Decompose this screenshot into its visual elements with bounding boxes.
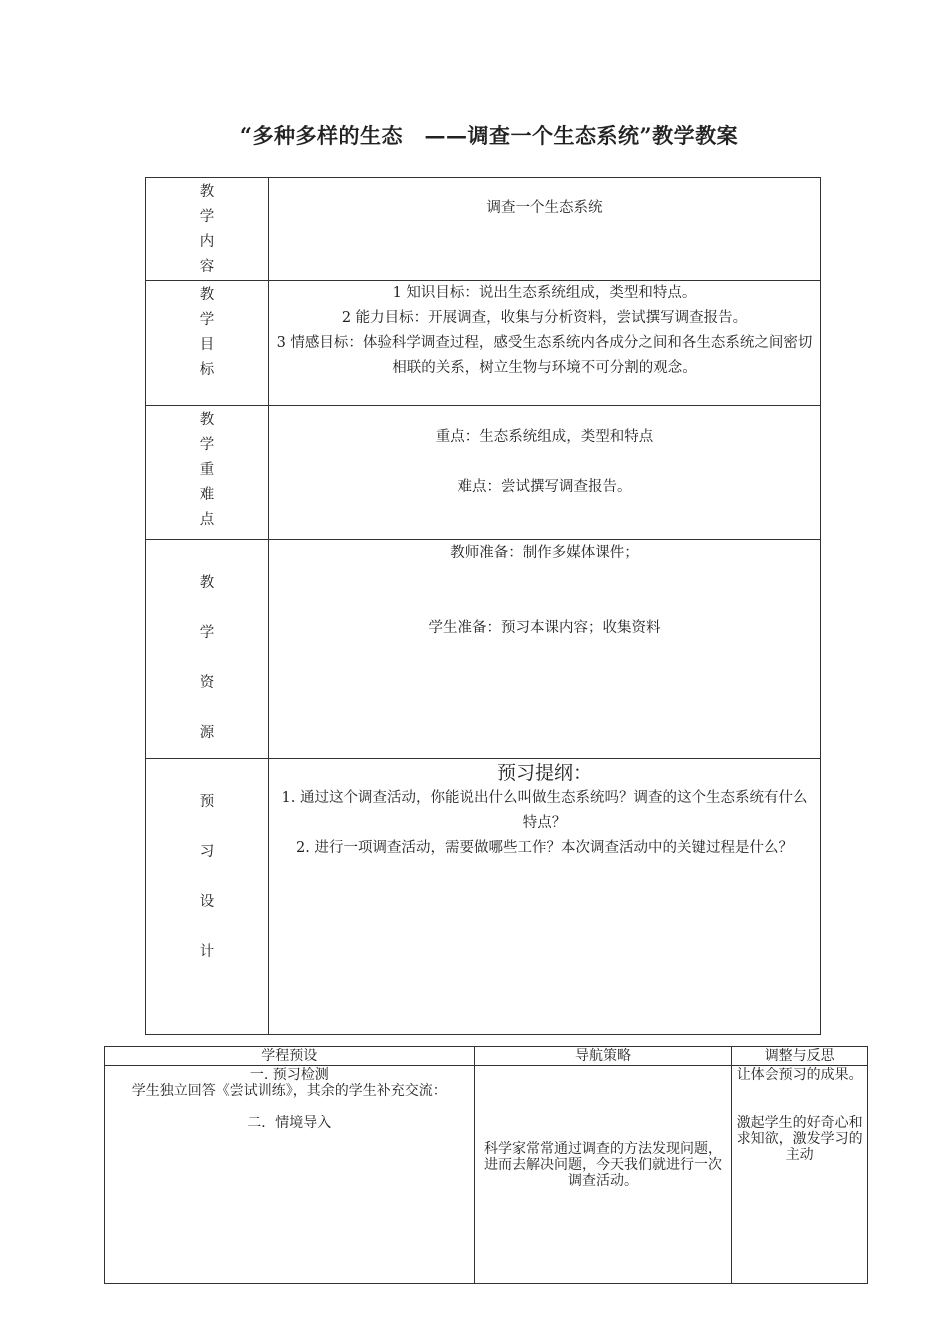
label-goals [146,281,269,406]
label-char: 教 [199,412,215,428]
header-strategy: 导航策略 [474,1047,732,1066]
lesson-plan-table [145,177,821,1035]
label-char: 容 [199,259,215,275]
teacher-prep: 教师准备：制作多媒体课件； [450,545,639,561]
process-table [104,1046,868,1284]
label-char: 习 [199,844,215,860]
resources-cell [269,540,821,759]
row-content [146,178,821,281]
label-preview [146,759,269,1035]
document-title: “多种多样的生态 ——调查一个生态系统”教学教案 [239,123,739,148]
label-char: 教 [199,287,215,303]
preview-heading: 预习提纲： [496,762,592,784]
label-char: 设 [199,894,215,910]
step-preview-text: 学生独立回答《尝试训练》，其余的学生补充交流： [131,1083,447,1099]
row-preview [146,759,821,1035]
goal-ability: 2 能力目标：开展调查，收集与分析资料，尝试撰写调查报告。 [341,310,748,326]
step-situation: 二．情境导入 [247,1115,332,1131]
strategy-cell [474,1066,732,1284]
label-char: 教 [199,575,215,591]
key-difficulty: 难点：尝试撰写调查报告。 [457,479,632,495]
label-char: 重 [199,462,215,478]
label-char: 学 [199,437,215,453]
content-cell [269,178,821,281]
goal-knowledge: 1 知识目标：说出生态系统组成，类型和特点。 [392,285,697,301]
label-char: 学 [199,625,215,641]
goals-cell [269,281,821,406]
preview-question-1: 1. 通过这个调查活动，你能说出什么叫做生态系统吗？调查的这个生态系统有什么特点？ [281,790,808,831]
label-resources [146,540,269,759]
process-header-row [105,1047,868,1066]
reflection-cell [732,1066,868,1284]
label-char: 资 [199,675,215,691]
label-char: 教 [199,184,215,200]
reflection-note-2: 激起学生的好奇心和求知欲，激发学习的主动 [736,1115,863,1163]
row-keypoints [146,406,821,540]
row-resources [146,540,821,759]
label-char: 源 [199,725,215,741]
keypoints-cell [269,406,821,540]
student-prep: 学生准备：预习本课内容；收集资料 [428,620,661,636]
label-char: 标 [199,362,215,378]
header-plan: 学程预设 [105,1047,475,1066]
label-char: 难 [199,487,215,503]
header-reflection: 调整与反思 [732,1047,868,1066]
label-char: 学 [199,312,215,328]
label-char: 计 [199,944,215,960]
label-char: 学 [199,209,215,225]
label-char: 内 [199,234,215,250]
strategy-text: 科学家常常通过调查的方法发现问题，进而去解决问题，今天我们就进行一次调查活动。 [483,1141,722,1189]
preview-question-2: 2. 进行一项调查活动，需要做哪些工作？本次调查活动中的关键过程是什么？ [296,840,793,856]
label-content [146,178,269,281]
plan-cell [105,1066,475,1284]
row-goals [146,281,821,406]
process-row [105,1066,868,1284]
label-keypoints [146,406,269,540]
label-char: 点 [199,512,215,528]
goal-emotion: 3 情感目标：体验科学调查过程，感受生态系统内各成分之间和各生态系统之间密切相联的关系，树立生物与环境不可分割的观念。 [276,335,813,376]
label-char: 预 [199,794,215,810]
reflection-note-1: 让体会预习的成果。 [736,1067,863,1083]
step-preview-check: 一. 预习检测 [249,1067,329,1083]
preview-cell [269,759,821,1035]
content-text: 调查一个生态系统 [486,200,603,216]
label-char: 目 [199,337,215,353]
key-focus: 重点：生态系统组成，类型和特点 [435,429,654,445]
